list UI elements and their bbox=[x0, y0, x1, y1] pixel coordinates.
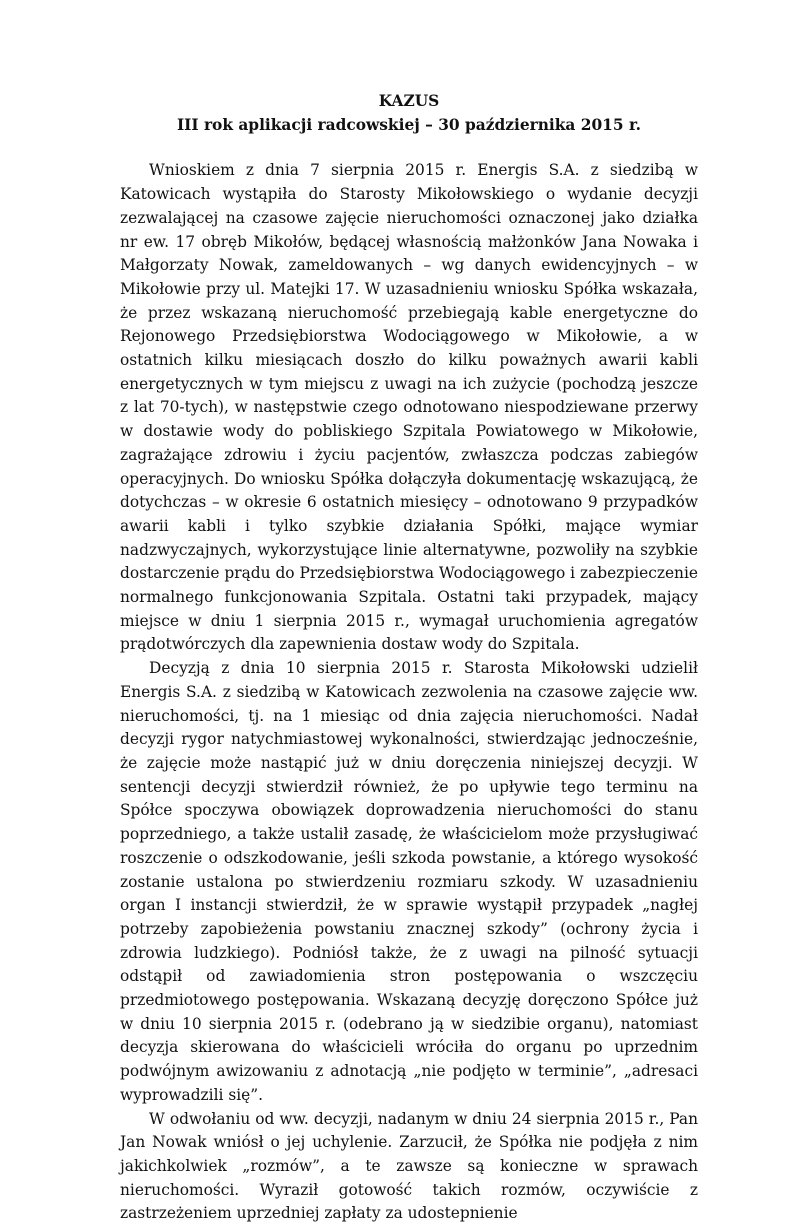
paragraph-appeal: W odwołaniu od ww. decyzji, nadanym w dniu 24 sierpnia 2015 r., Pan Jan Nowak wniósł o jej uchylenie. Zarzucił, że Spółka nie podjęła z nim jakichkolwiek „rozmów”, a te zawsze są konieczne w sprawach nieruchomości. Wyraził gotowość takich rozmów, oczywiście z zastrzeżeniem uprzedniej zapłaty za udostepnienie bbox=[120, 1109, 698, 1223]
paragraph-decision: Decyzją z dnia 10 sierpnia 2015 r. Starosta Mikołowski udzielił Energis S.A. z siedzibą w Katowicach zezwolenia na czasowe zajęcie ww. nieruchomości, tj. na 1 miesiąc od dnia zajęcia nieruchomości. Nadał decyzji rygor natychmiastowej wykonalności, stwierdzając jednocześnie, że zajęcie może nastąpić już w dniu doręczenia niniejszej decyzji. W sentencji decyzji stwierdził również, że po upływie tego terminu na Spółce spoczywa obowiązek doprowadzenia nieruchomości do stanu poprzedniego, a także ustalił zasadę, że właścicielom może przysługiwać roszczenie o odszkodowanie, jeśli szkoda powstanie, a którego wysokość zostanie ustalona po stwierdzeniu rozmiaru szkody. W uzasadnieniu organ I instancji stwierdził, że w sprawie wystąpił przypadek „nagłej potrzeby zapobieżenia powstaniu znacznej szkody” (ochrony życia i zdrowia ludzkiego). Podniósł także, że z uwagi na pilność sytuacji odstąpił od zawiadomienia stron postępowania o wszczęciu przedmiotowego postępowania. Wskazaną decyzję doręczono Spółce już w dniu 10 sierpnia 2015 r. (odebrano ją w siedzibie organu), natomiast decyzja skierowana do właścicieli wróciła do organu po uprzednim podwójnym awizowaniu z adnotacją „nie podjęto w terminie”, „adresaci wyprowadzili się”. bbox=[120, 659, 698, 1104]
document-subtitle: III rok aplikacji radcowskiej – 30 października 2015 r. bbox=[176, 115, 641, 134]
document-page bbox=[120, 90, 698, 1226]
document-title: KAZUS bbox=[378, 92, 440, 110]
document-header bbox=[120, 90, 698, 137]
paragraph-application: Wnioskiem z dnia 7 sierpnia 2015 r. Energis S.A. z siedzibą w Katowicach wystąpiła do Starosty Mikołowskiego o wydanie decyzji zezwalającej na czasowe zajęcie nieruchomości oznaczonej jako działka nr ew. 17 obręb Mikołów, będącej własnością małżonków Jana Nowaka i Małgorzaty Nowak, zameldowanych – wg danych ewidencyjnych – w Mikołowie przy ul. Matejki 17. W uzasadnieniu wniosku Spółka wskazała, że przez wskazaną nieruchomość przebiegają kable energetyczne do Rejonowego Przedsiębiorstwa Wodociągowego w Mikołowie, a w ostatnich kilku miesiącach doszło do kilku poważnych awarii kabli energetycznych w tym miejscu z uwagi na ich zużycie (pochodzą jeszcze z lat 70-tych), w następstwie czego odnotowano niespodziewane przerwy w dostawie wody do pobliskiego Szpitala Powiatowego w Mikołowie, zagrażające zdrowiu i życiu pacjentów, zwłaszcza podczas zabiegów operacyjnych. Do wniosku Spółka dołączyła dokumentację wskazującą, że dotychczas – w okresie 6 ostatnich miesięcy – odnotowano 9 przypadków awarii kabli i tylko szybkie działania Spółki, mające wymiar nadzwyczajnych, wykorzystujące linie alternatywne, pozwoliły na szybkie dostarczenie prądu do Przedsiębiorstwa Wodociągowego i zabezpieczenie normalnego funkcjonowania Szpitala. Ostatni taki przypadek, mający miejsce w dniu 1 sierpnia 2015 r., wymagał uruchomienia agregatów prądotwórczych dla zapewnienia dostaw wody do Szpitala. bbox=[120, 161, 699, 654]
